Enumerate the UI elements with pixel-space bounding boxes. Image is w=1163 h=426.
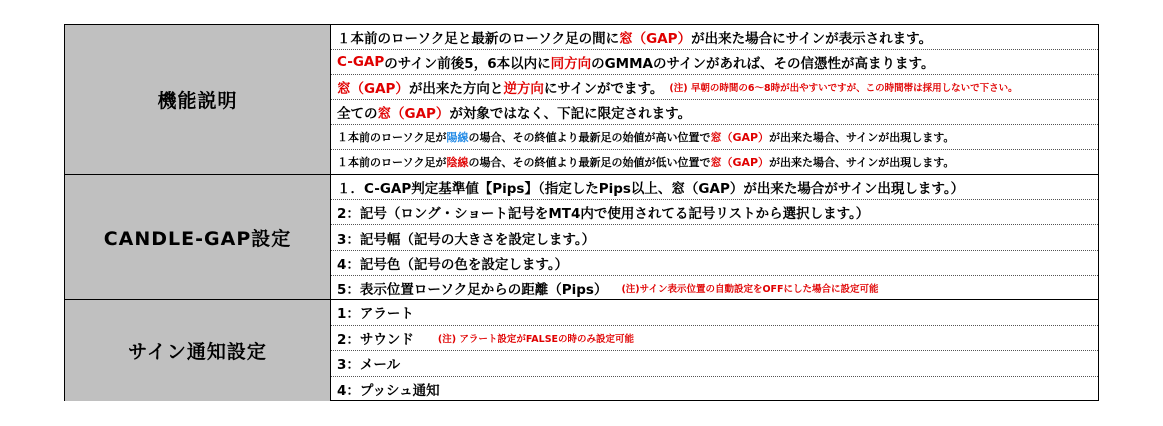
section-label-candle-gap: CANDLE-GAP設定 <box>65 175 331 300</box>
candle-gap-row-1: １．C-GAP判定基準値【Pips】（指定したPips以上、窓（GAP）が出来た場合がサイン出現します。） <box>331 175 1098 200</box>
function-row-3: 窓（GAP） が出来た方向と 逆方向 にサインがでます。 (注) 早朝の時間の6～8時が出やすいですが、この時間帯は採用しないで下さい。 <box>331 75 1098 100</box>
sign-notify-note: (注) アラート設定がFALSEの時のみ設定可能 <box>437 333 635 345</box>
candle-gap-rows <box>331 175 1098 300</box>
section-label-function: 機能説明 <box>65 25 331 174</box>
function-note: (注) 早朝の時間の6～8時が出やすいですが、この時間帯は採用しないで下さい。 <box>669 83 1018 94</box>
sign-notify-row-1: 1：アラート <box>331 300 1098 326</box>
candle-gap-row-3: 3：記号幅（記号の大きさを設定します。） <box>331 225 1098 250</box>
sign-notify-rows <box>331 300 1098 401</box>
function-row-5: １本前のローソク足が 陽線 の場合、その終値より最新足の始値が高い位置で 窓（GAP） が出来た場合、サインが出現します。 <box>331 125 1098 150</box>
section-candle-gap <box>65 174 1098 300</box>
candle-gap-note: (注)サイン表示位置の自動設定をOFFにした場合に設定可能 <box>621 283 879 295</box>
function-row-1: １本前のローソク足と最新のローソク足の間に 窓（GAP） が出来た場合にサインが表示されます。 <box>331 25 1098 50</box>
function-rows <box>331 25 1098 174</box>
candle-gap-row-2: 2：記号（ロング・ショート記号をMT4内で使用されてる記号リストから選択します。） <box>331 200 1098 225</box>
function-row-4: 全ての 窓（GAP） が対象ではなく、下記に限定されます。 <box>331 100 1098 125</box>
section-function <box>65 25 1098 174</box>
sign-notify-row-4: 4：プッシュ通知 <box>337 382 440 399</box>
candle-gap-row-5: 5：表示位置ローソク足からの距離（Pips） (注)サイン表示位置の自動設定をOFFにした場合に設定可能 <box>337 281 879 298</box>
sign-notify-row-3: 3：メール <box>331 351 1098 377</box>
section-label-sign-notify: サイン通知設定 <box>65 300 331 401</box>
candle-gap-row-4: 4：記号色（記号の色を設定します。） <box>331 251 1098 276</box>
section-sign-notify <box>65 299 1098 401</box>
function-row-6: １本前のローソク足が 陰線 の場合、その終値より最新足の始値が低い位置で 窓（GAP） が出来た場合、サインが出現します。 <box>337 156 955 169</box>
sign-notify-row-2: 2：サウンド (注) アラート設定がFALSEの時のみ設定可能 <box>331 326 1098 352</box>
function-row-2: C-GAP のサイン前後5，6本以内に 同方向 のGMMAのサインがあれば、その信憑性が高まります。 <box>331 50 1098 75</box>
settings-table <box>64 24 1099 401</box>
